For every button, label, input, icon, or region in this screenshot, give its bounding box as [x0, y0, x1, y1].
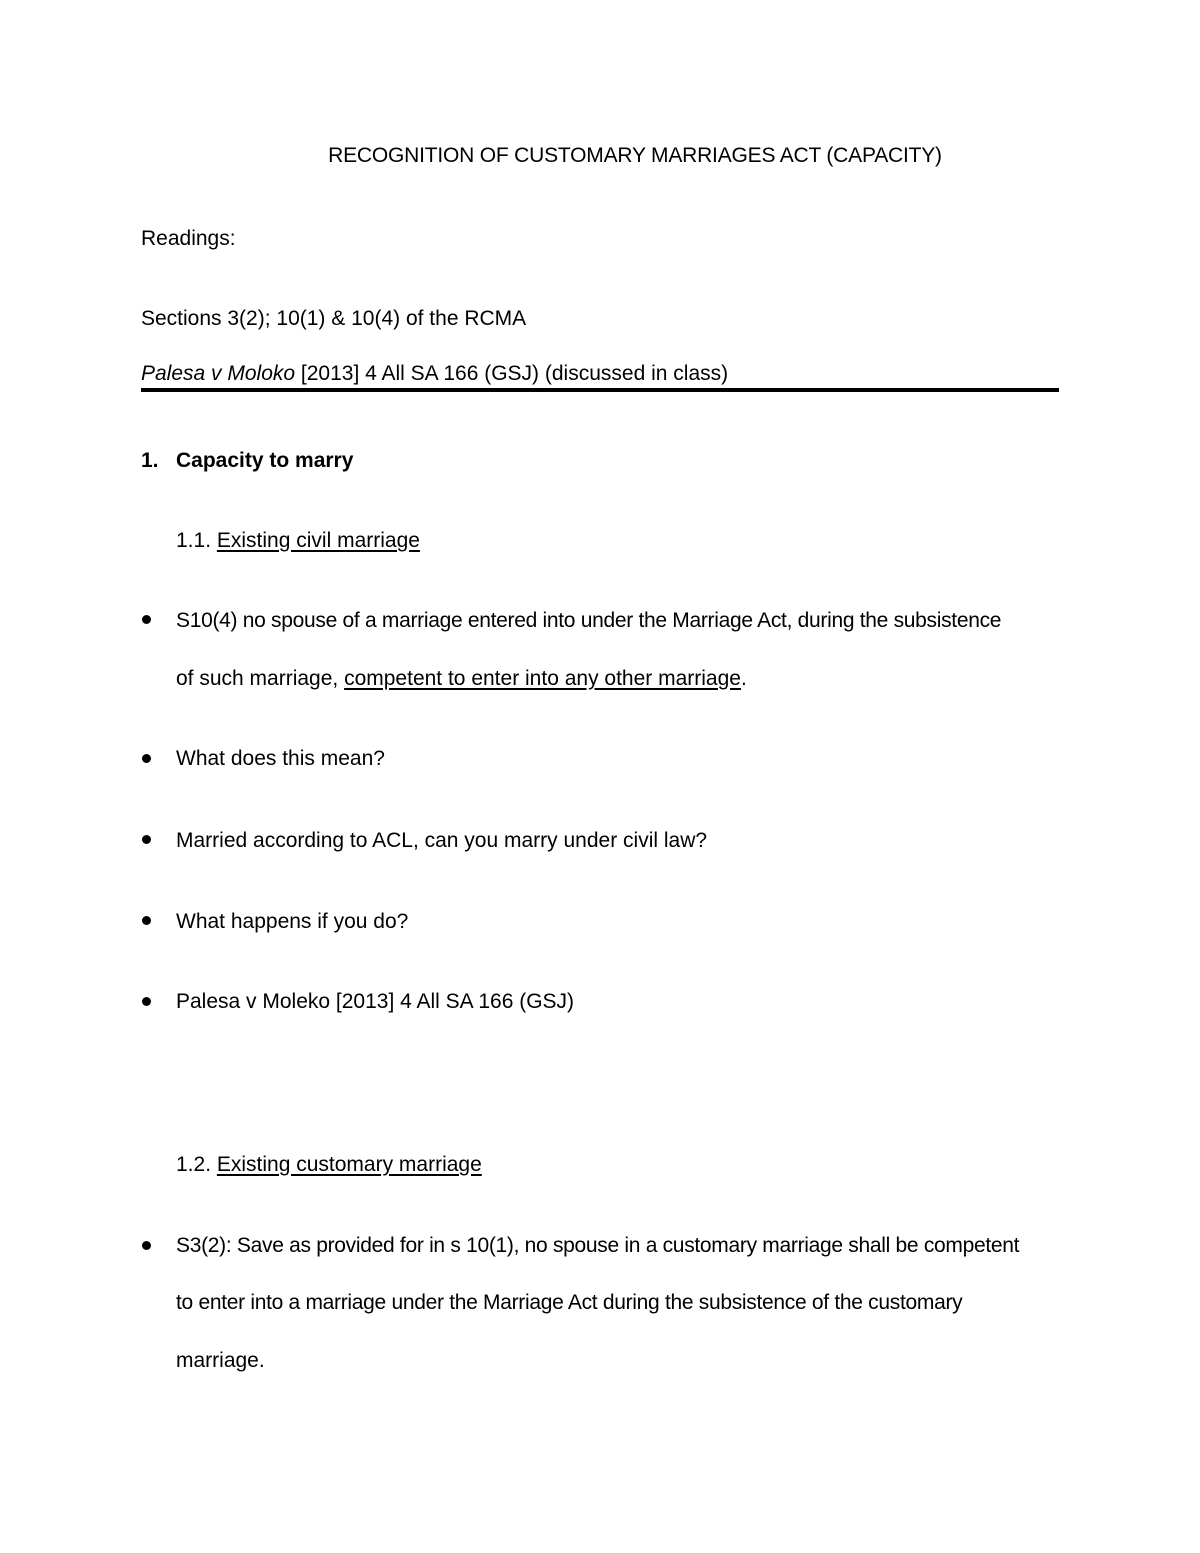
bullet-icon [142, 615, 151, 624]
subsection-1-1-title: Existing civil marriage [216, 529, 420, 552]
bullet-icon [142, 916, 151, 925]
bullet-s10-4-prefix: of such marriage, [176, 667, 345, 690]
bullet-married-acl: Married according to ACL, can you marry under civil law? [176, 829, 708, 852]
case-citation: [2013] 4 All SA 166 (GSJ) (discussed in class) [295, 362, 729, 385]
subsection-1-2-number: 1.2. [176, 1153, 212, 1176]
bullet-palesa-case: Palesa v Moleko [2013] 4 All SA 166 (GSJ) [176, 990, 575, 1013]
bullet-icon [142, 997, 151, 1006]
bullet-what-happens: What happens if you do? [176, 910, 409, 933]
bullet-s10-4-line2 [176, 666, 747, 692]
bullet-icon [142, 1241, 151, 1250]
bullet-what-does-this-mean: What does this mean? [176, 747, 385, 770]
bullet-s3-2-line2: to enter into a marriage under the Marriage Act during the subsistence of the customary [176, 1291, 963, 1314]
subsection-1-2-heading [176, 1152, 482, 1178]
readings-case [141, 361, 728, 387]
document-title: RECOGNITION OF CUSTOMARY MARRIAGES ACT (CAPACITY) [328, 144, 942, 167]
bullet-s10-4-underlined: competent to enter into any other marriage [344, 667, 741, 690]
subsection-1-2-title: Existing customary marriage [216, 1153, 482, 1176]
case-name: Palesa v Moloko [141, 362, 296, 385]
readings-label: Readings: [141, 227, 236, 250]
subsection-1-1-number: 1.1. [176, 529, 212, 552]
bullet-s3-2-line3: marriage. [176, 1349, 265, 1372]
bullet-s10-4-suffix: . [740, 667, 747, 690]
readings-sections: Sections 3(2); 10(1) & 10(4) of the RCMA [141, 307, 527, 330]
section-1-number: 1. [141, 449, 159, 472]
bullet-s10-4-line1: S10(4) no spouse of a marriage entered into under the Marriage Act, during the subsistence [176, 609, 1002, 632]
section-1-heading: Capacity to marry [176, 449, 354, 472]
horizontal-rule [141, 388, 1059, 392]
bullet-icon [142, 754, 151, 763]
subsection-1-1-heading [176, 528, 420, 554]
bullet-icon [142, 835, 151, 844]
bullet-s3-2-line1: S3(2): Save as provided for in s 10(1), no spouse in a customary marriage shall be competent [176, 1234, 1020, 1257]
